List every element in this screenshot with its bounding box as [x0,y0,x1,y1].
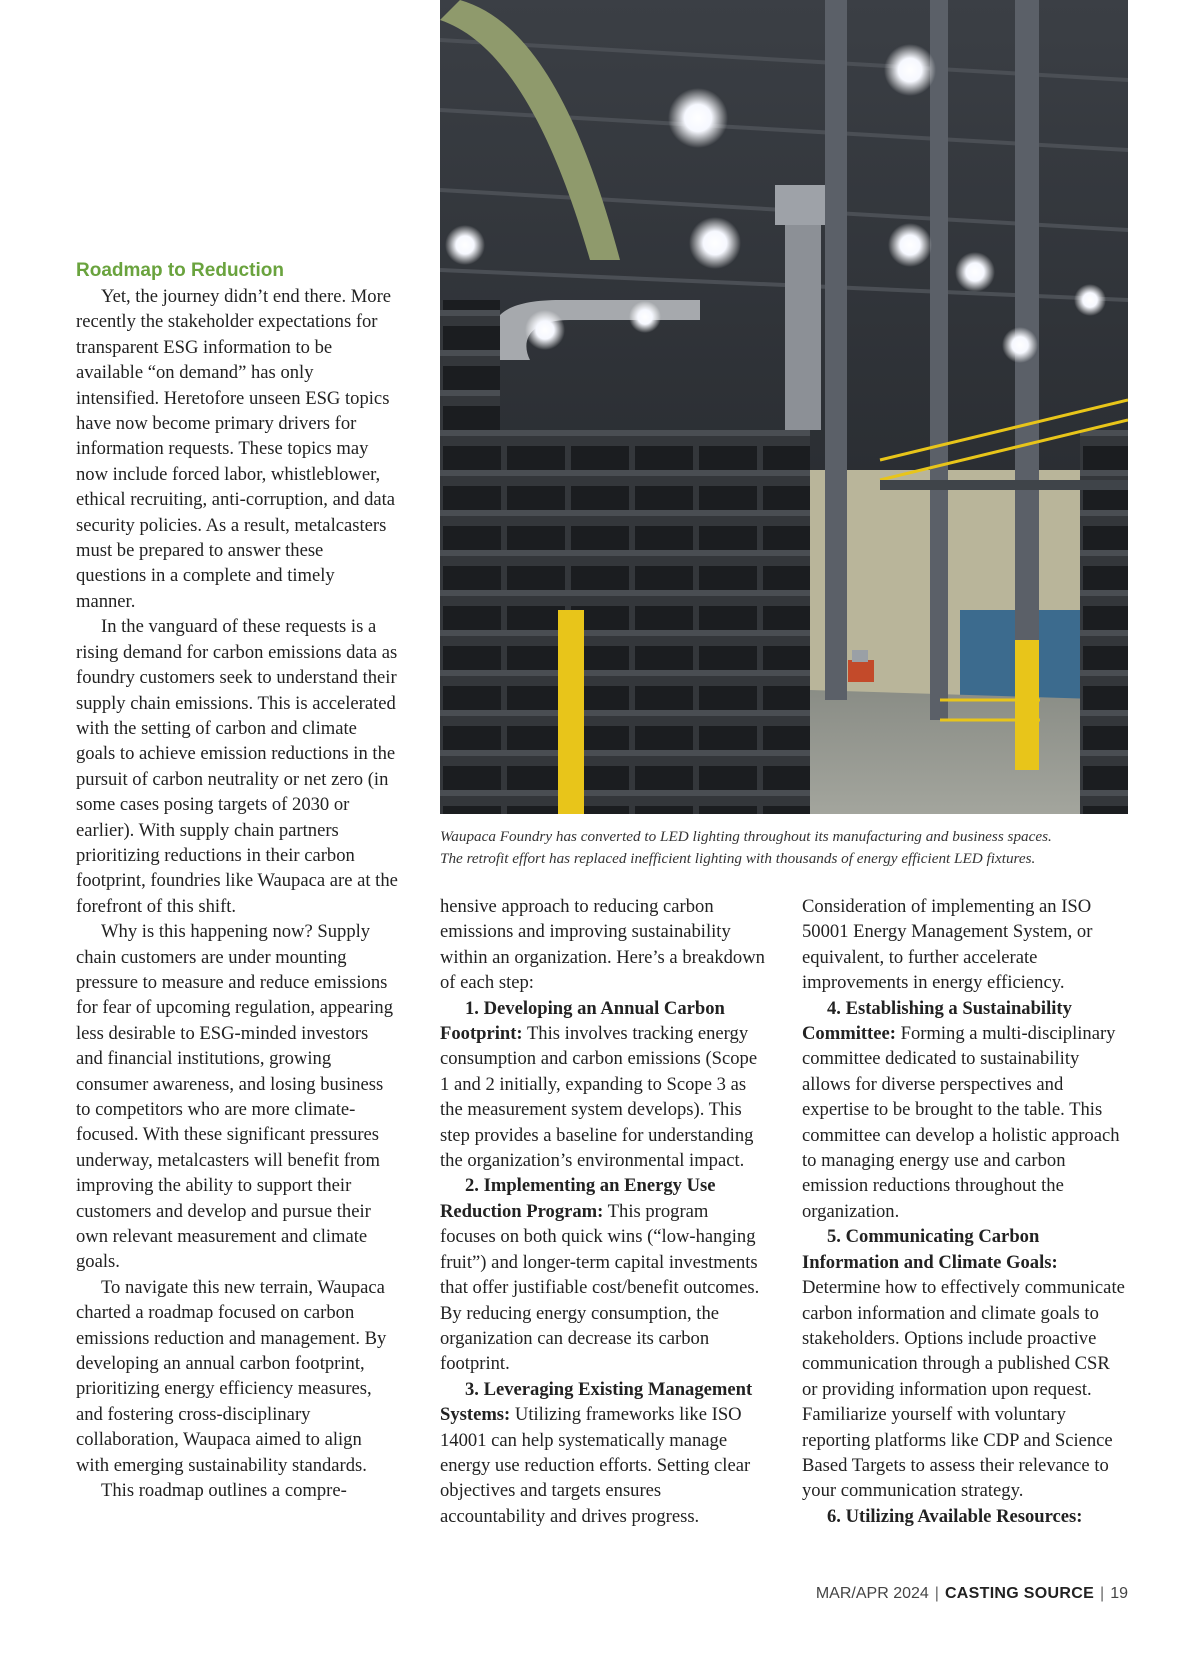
article-column-1 [76,258,398,1504]
issue-date: MAR/APR 2024 [815,1585,929,1602]
step-title: 3. Leveraging Existing Management Systems: [440,1378,753,1426]
paragraph: Why is this happening now? Supply chain customers are under mounting pressure to measure and reduce emissions for fear of upcoming regulation, appearing less desirable to ESG-minded investors and financial institutions, growing consumer awareness, and losing business to competitors who are more climate-focused. With these significant pressures underway, metalcasters will benefit from improving the ability to support their customers and develop and pursue their own relevant measurement and climate goals. [76,921,394,1273]
paragraph: Consideration of implementing an ISO 50001 Energy Management System, or equivalent, to further accelerate improvements in energy efficiency. [802,896,1093,994]
magazine-name: CASTING SOURCE [944,1585,1095,1602]
step-4 [802,996,1128,1225]
paragraph: In the vanguard of these requests is a rising demand for carbon emissions data as foundry customers seek to understand their supply chain emissions. This is accelerated with the setting of carbon and climate goals to achieve emission reductions in the pursuit of carbon neutrality or net zero (in some cases posing targets of 2030 or earlier). With supply chain partners prioritizing reductions in their carbon footprint, foundries like Waupaca are at the forefront of this shift. [76,616,398,917]
step-body: Determine how to effectively communicate carbon information and climate goals to stakeholders. Options include proactive communication through a published CSR or providing information upon request. Familiarize yourself with voluntary reporting platforms like CDP and Science Based Targets to assess their relevance to your communication strategy. [802,1277,1125,1502]
article-column-3 [802,894,1128,1529]
photo-caption [440,826,1128,870]
step-body: Forming a multi-disciplinary committee dedicated to sustainability allows for diverse perspectives and expertise to be brought to the table. This committee can develop a holistic approach to managing energy use and carbon emission reductions throughout the organization. [802,1023,1120,1222]
step-body: Utilizing frameworks like ISO 14001 can help systematically manage energy use reduction efforts. Setting clear objectives and targets ensures accountability and drives progress. [440,1404,751,1527]
step-6 [802,1504,1128,1529]
step-title: 2. Implementing an Energy Use Reduction Program: [440,1175,716,1222]
paragraph: Yet, the journey didn’t end there. More recently the stakeholder expectations for transparent ESG information to be available “on demand” has only intensified. Heretofore unseen ESG topics have now become primary drivers for information requests. These topics may now include forced labor, whistleblower, ethical recruiting, anti-corruption, and data security policies. As a result, metalcasters must be prepared to answer these questions in a complete and timely manner. [76,286,396,612]
step-1 [440,996,765,1174]
caption-line-2: The retrofit effort has replaced inefficient lighting with thousands of energy efficient LED fixtures. [440,850,1036,867]
article-column-2 [440,894,765,1529]
page-number: 19 [1110,1585,1128,1602]
foundry-photo [440,0,1128,814]
paragraph: hensive approach to reducing carbon emissions and improving sustainability within an organization. Here’s a breakdown of each step: [440,896,765,994]
caption-line-1: Waupaca Foundry has converted to LED lighting throughout its manufacturing and business spaces. [440,828,1052,845]
step-2 [440,1173,765,1376]
step-body: This involves tracking energy consumption and carbon emissions (Scope 1 and 2 initially, expanding to Scope 3 as the measurement system develops). This step provides a baseline for understanding the organization’s environmental impact. [440,1023,758,1172]
paragraph: This roadmap outlines a compre- [101,1480,347,1502]
step-title: 1. Developing an Annual Carbon Footprint: [440,997,725,1045]
step-5 [802,1224,1128,1503]
folio-divider: | [934,1585,939,1602]
step-title: 5. Communicating Carbon Information and Climate Goals: [802,1226,1058,1273]
folio-divider: | [1100,1585,1105,1602]
step-3 [440,1377,765,1529]
page-folio [816,1585,1128,1603]
step-title: 6. Utilizing Available Resources: [827,1505,1083,1527]
step-title: 4. Establishing a Sustainability Committee: [802,997,1072,1045]
paragraph: To navigate this new terrain, Waupaca charted a roadmap focused on carbon emissions reduction and management. By developing an annual carbon footprint, prioritizing energy efficiency measures, and fostering cross-disciplinary collaboration, Waupaca aimed to align with emerging sustainability standards. [76,1276,387,1476]
step-body: This program focuses on both quick wins (“low-hanging fruit”) and longer-term capital investments that offer justifiable cost/benefit outcomes. By reducing energy consumption, the organization can decrease its carbon footprint. [440,1200,760,1375]
section-heading: Roadmap to Reduction [76,260,284,281]
